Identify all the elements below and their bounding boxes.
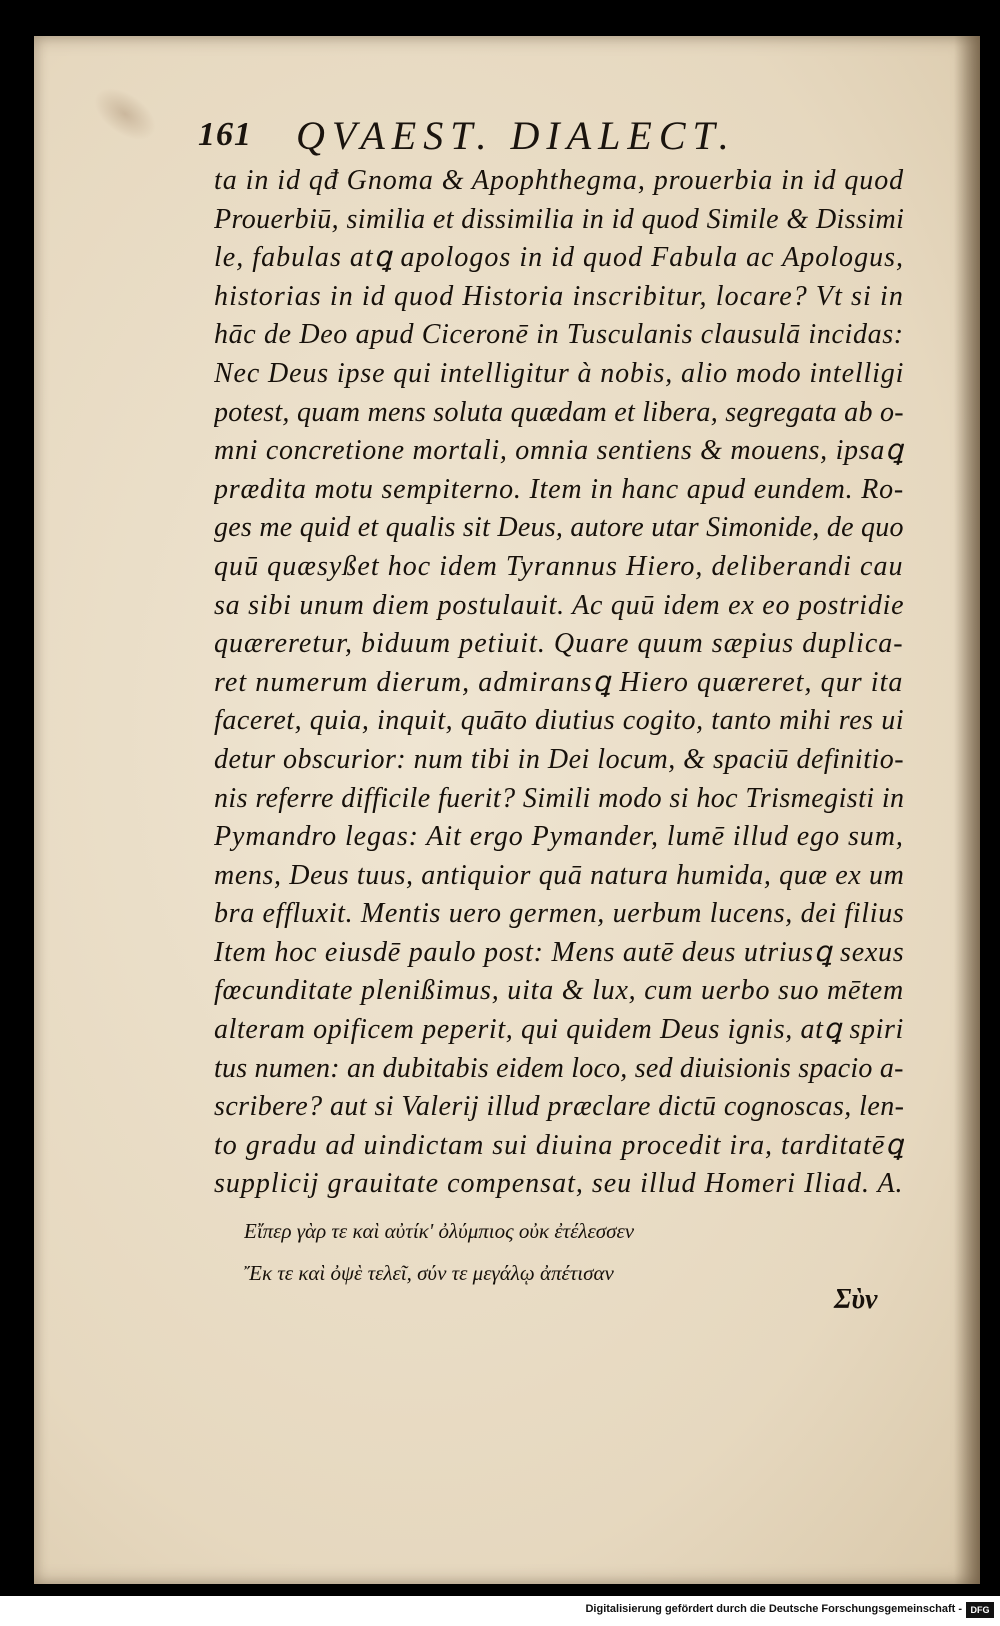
text-line: tus numen: an dubitabis eidem loco, sed diuisionis spacio a- <box>214 1052 904 1084</box>
text-line: quū quæsyßet hoc idem Tyrannus Hiero, deliberandi cau <box>214 550 904 582</box>
text-line: ta in id qđ Gnoma & Apophthegma, prouerbia in id quod <box>214 165 904 196</box>
greek-quotation <box>244 1210 904 1294</box>
page-number: 161 <box>198 116 252 153</box>
page-header <box>198 112 798 162</box>
text-line: scribere? aut si Valerij illud præclare dictū cognoscas, len- <box>214 1091 904 1123</box>
text-line: to gradu ad uindictam sui diuina procedit ira, tarditatēꝗ <box>214 1129 904 1161</box>
footer-bar <box>0 1596 1000 1626</box>
text-line: ret numerum dierum, admiransꝗ Hiero quæreret, qur ita <box>214 666 904 698</box>
text-line: ges me quid et qualis sit Deus, autore utar Simonide, de quo <box>214 512 904 544</box>
dfg-logo: DFG <box>966 1602 994 1618</box>
running-head: QVAEST. DIALECT. <box>296 113 736 158</box>
text-line: Prouerbiū, similia et dissimilia in id quod Simile & Dissimi <box>214 203 904 235</box>
text-line: prædita motu sempiterno. Item in hanc apud eundem. Ro- <box>214 473 904 505</box>
greek-line: Ἔκ τε καὶ ὀψὲ τελεῖ, σύν τε μεγάλῳ ἀπέτισαν <box>244 1261 614 1285</box>
greek-line: Εἴπερ γὰρ τε καὶ αὐτίκ' ὀλύμπιος οὐκ ἐτέλεσσεν <box>244 1219 635 1243</box>
text-line: sa sibi unum diem postulauit. Ac quū idem ex eo postridie <box>214 589 904 621</box>
text-line: Item hoc eiusdē paulo post: Mens autē deus utriusꝗ sexus <box>214 936 904 968</box>
text-line: historias in id quod Historia inscribitur, locare? Vt si in <box>214 280 904 312</box>
text-line: potest, quam mens soluta quædam et libera, segregata ab o- <box>214 396 904 428</box>
text-line: mens, Deus tuus, antiquior quā natura humida, quæ ex um <box>214 859 904 891</box>
text-line: bra effluxit. Mentis uero germen, uerbum lucens, dei filius <box>214 898 904 930</box>
text-line: nis referre difficile fuerit? Simili modo si hoc Trismegisti in <box>214 782 904 814</box>
catchword: Σὺν <box>834 1284 878 1315</box>
text-line: faceret, quia, inquit, quāto diutius cogito, tanto mihi res ui <box>214 705 904 737</box>
page-gutter-shadow <box>954 36 980 1584</box>
text-line: hāc de Deo apud Ciceronē in Tusculanis clausulā incidas: <box>214 319 904 351</box>
text-line: supplicij grauitate compensat, seu illud Homeri Iliad. A. <box>214 1168 904 1200</box>
body-text <box>214 162 904 1204</box>
text-line: le, fabulas atꝗ apologos in id quod Fabula ac Apologus, <box>214 242 904 274</box>
text-line: fœcunditate plenißimus, uita & lux, cum uerbo suo mētem <box>214 975 904 1007</box>
text-line: detur obscurior: num tibi in Dei locum, & spaciū definitio- <box>214 743 904 775</box>
paper-stain <box>85 78 165 151</box>
text-line: quæreretur, biduum petiuit. Quare quum sæpius duplica- <box>214 628 904 660</box>
footer-credit: Digitalisierung gefördert durch die Deutsche Forschungsgemeinschaft - <box>585 1603 962 1615</box>
text-line: Nec Deus ipse qui intelligitur à nobis, alio modo intelligi <box>214 357 904 389</box>
text-line: alteram opificem peperit, qui quidem Deus ignis, atꝗ spiri <box>214 1014 904 1046</box>
text-line: mni concretione mortali, omnia sentiens & mouens, ipsaꝗ <box>214 435 904 467</box>
text-line: Pymandro legas: Ait ergo Pymander, lumē illud ego sum, <box>214 821 904 853</box>
